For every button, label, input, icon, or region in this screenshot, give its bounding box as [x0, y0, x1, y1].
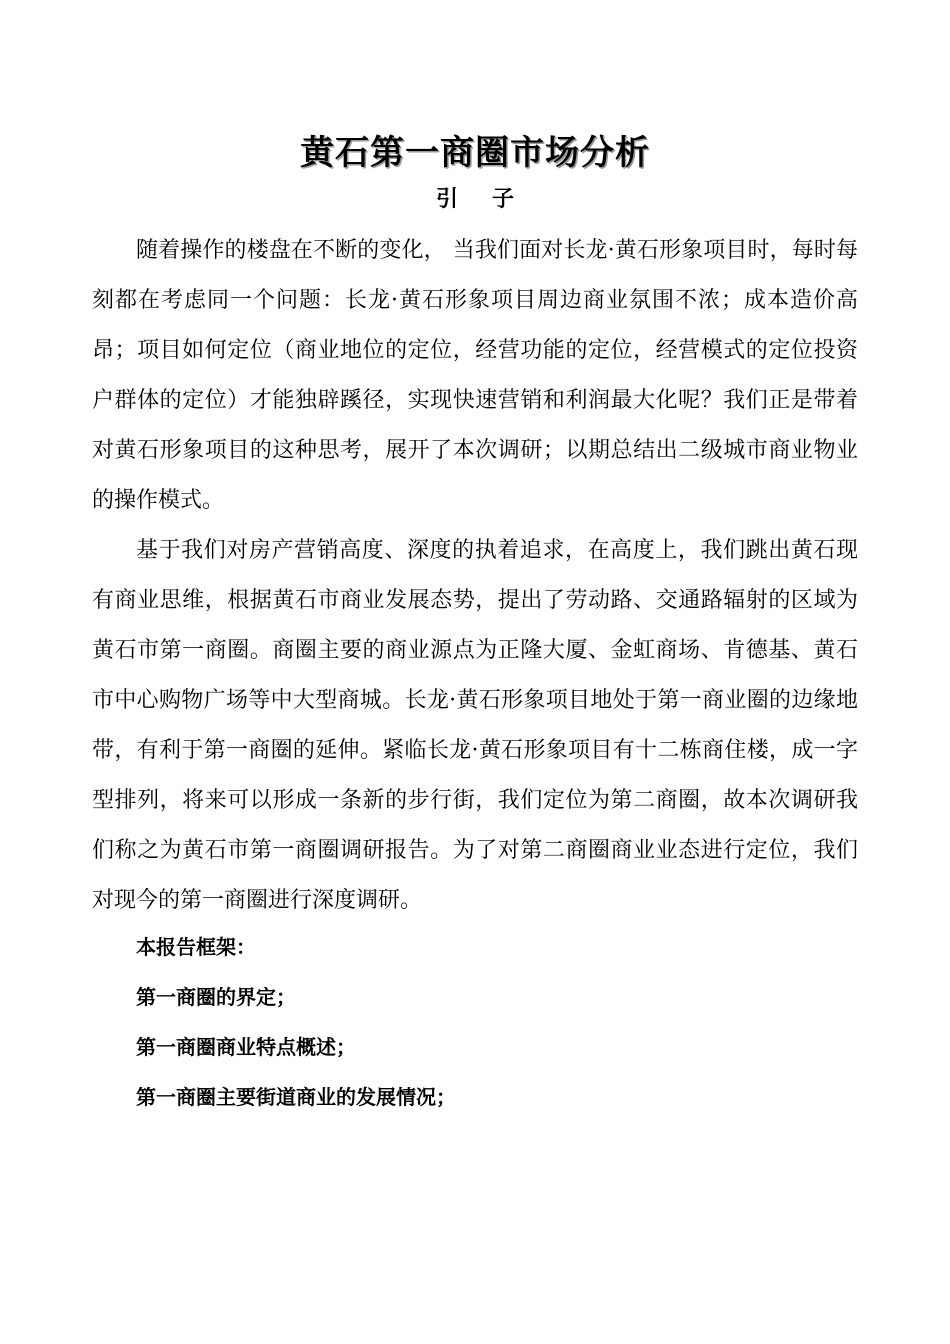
report-outline [136, 922, 456, 1122]
outline-heading: 本报告框架： [136, 935, 256, 959]
intro-paragraph-1: 随着操作的楼盘在不断的变化， 当我们面对长龙·黄石形象项目时，每时每刻都在考虑同一个问题：长龙·黄石形象项目周边商业氛围不浓；成本造价高昂；项目如何定位（商业地位的定位，经营功能的定位，经营模式的定位投资户群体的定位）才能独辟蹊径，实现快速营销和利润最大化呢？我们正是带着对黄石形象项目的这种思考，展开了本次调研；以期总结出二级城市商业物业的操作模式。 [92, 238, 858, 513]
document-subtitle: 引子 [435, 187, 548, 212]
outline-item: 第一商圈的界定； [136, 985, 296, 1009]
document-title: 黄石第一商圈市场分析 [300, 133, 650, 173]
outline-item: 第一商圈商业特点概述； [136, 1035, 356, 1059]
outline-item: 第一商圈主要街道商业的发展情况； [136, 1085, 456, 1109]
intro-paragraph-2: 基于我们对房产营销高度、深度的执着追求，在高度上，我们跳出黄石现有商业思维，根据黄石市商业发展态势，提出了劳动路、交通路辐射的区域为黄石市第一商圈。商圈主要的商业源点为正隆大厦、金虹商场、肯德基、黄石市中心购物广场等中大型商城。长龙·黄石形象项目地处于第一商业圈的边缘地带，有利于第一商圈的延伸。紧临长龙·黄石形象项目有十二栋商住楼，成一字型排列，将来可以形成一条新的步行街，我们定位为第二商圈，故本次调研我们称之为黄石市第一商圈调研报告。为了对第二商圈商业业态进行定位，我们对现今的第一商圈进行深度调研。 [92, 538, 858, 913]
